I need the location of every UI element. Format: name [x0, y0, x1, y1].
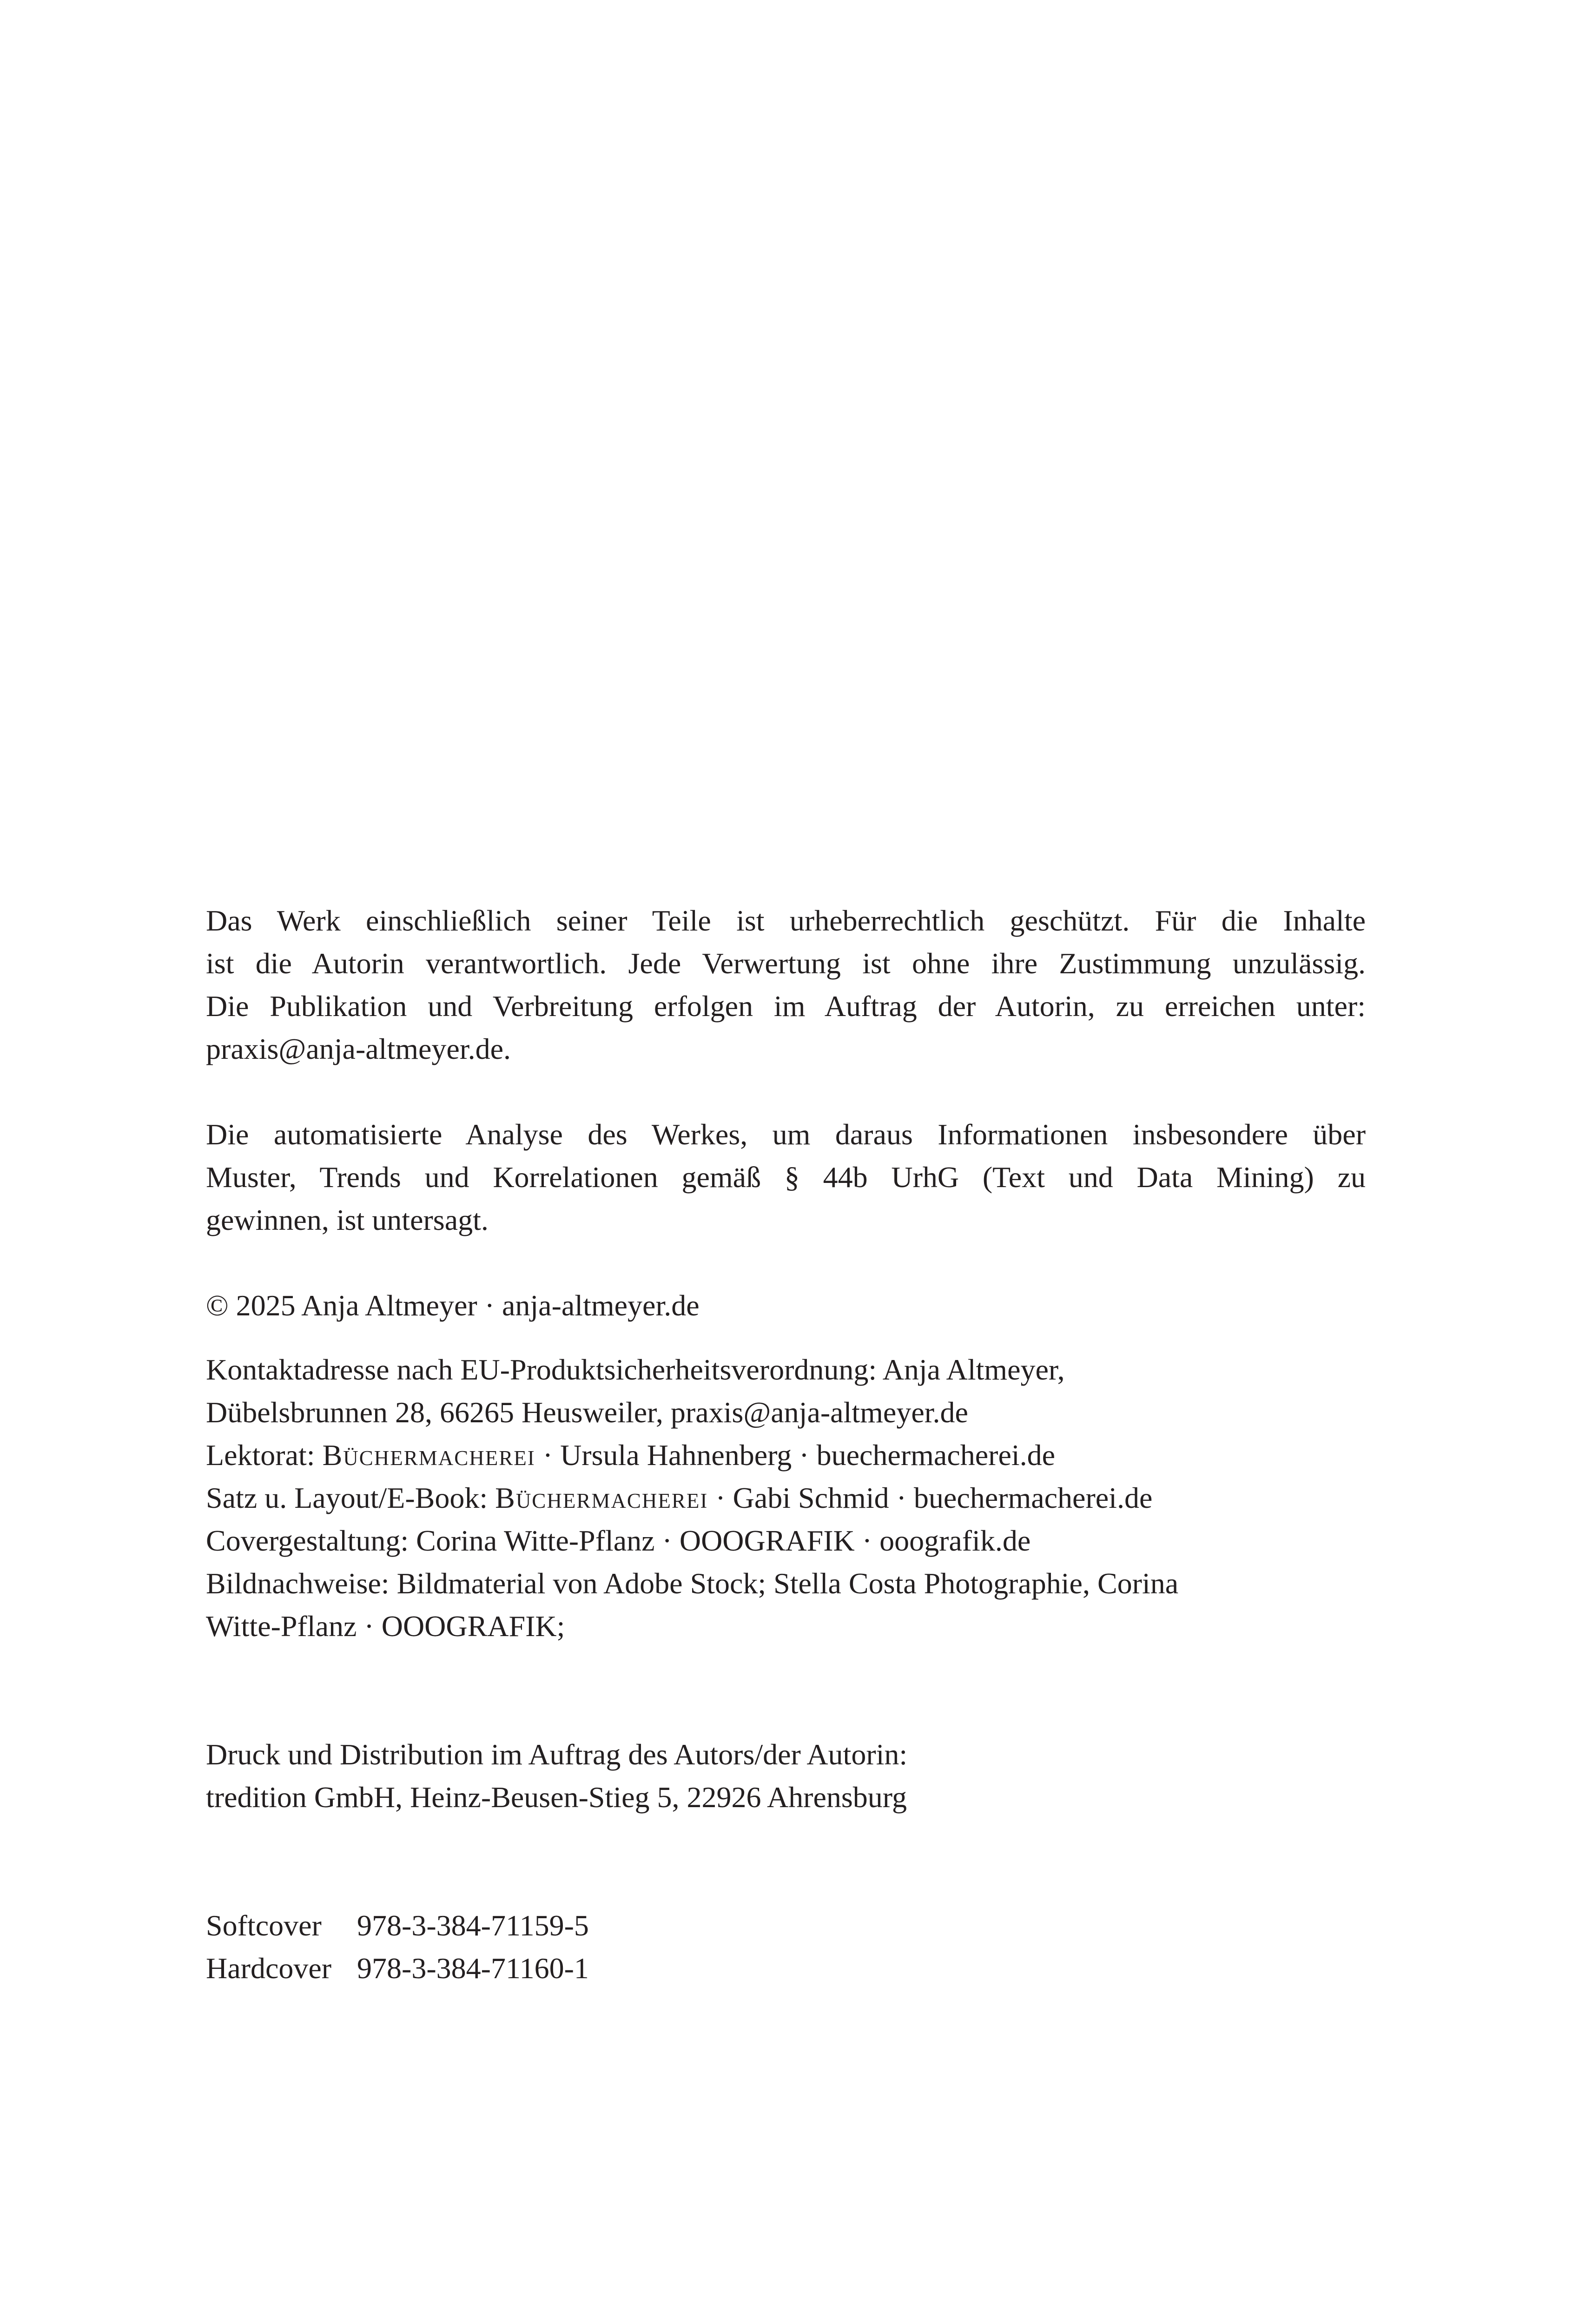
isbn-row-softcover — [206, 1904, 1366, 1947]
credits — [206, 1348, 1366, 1648]
lektorat-suffix: · Ursula Hahnenberg · buechermacherei.de — [535, 1439, 1056, 1472]
isbn-row-hardcover — [206, 1947, 1366, 1990]
image-credits-line: Witte-Pflanz · OOOGRAFIK; — [206, 1610, 565, 1643]
isbn-label: Softcover — [206, 1909, 322, 1942]
image-credits-line: Bildnachweise: Bildmaterial von Adobe Stock; Stella Costa Photographie, Corina — [206, 1567, 1179, 1600]
satz-suffix: · Gabi Schmid · buechermacherei.de — [708, 1481, 1153, 1514]
spacer — [206, 1241, 1366, 1284]
isbn-value: 978-3-384-71160-1 — [357, 1952, 589, 1985]
copyright-text: © 2025 Anja Altmeyer · anja-altmeyer.de — [206, 1289, 700, 1322]
copyright-line — [206, 1284, 1366, 1327]
spacer — [206, 1070, 1366, 1113]
copyright-notice-line: Die Publikation und Verbreitung erfolgen im Auftrag der Autorin, zu erreichen unter: — [206, 990, 1366, 1023]
contact-line: Kontaktadresse nach EU-Produktsicherheitsverordnung: Anja Altmeyer, — [206, 1353, 1065, 1386]
tdm-notice-line: gewinnen, ist untersagt. — [206, 1203, 489, 1236]
lektorat-prefix: Lektorat: — [206, 1439, 323, 1472]
contact-line: Dübelsbrunnen 28, 66265 Heusweiler, praxis@anja-altmeyer.de — [206, 1396, 968, 1429]
isbn-label: Hardcover — [206, 1952, 332, 1985]
copyright-notice-line: Das Werk einschließlich seiner Teile ist urheberrechtlich geschützt. Für die Inhalte — [206, 904, 1366, 937]
copyright-notice-line: praxis@anja-altmeyer.de. — [206, 1032, 511, 1065]
lektorat-company: Büchermacherei — [322, 1439, 535, 1472]
lektorat-line — [206, 1434, 1366, 1477]
tdm-notice-line: Muster, Trends und Korrelationen gemäß § 44b UrhG (Text und Data Mining) zu — [206, 1161, 1366, 1194]
spacer — [206, 1648, 1366, 1733]
tdm-notice — [206, 1113, 1366, 1241]
satz-line — [206, 1477, 1366, 1519]
spacer — [206, 1819, 1366, 1904]
satz-prefix: Satz u. Layout/E-Book: — [206, 1481, 495, 1514]
isbn-list — [206, 1904, 1366, 1990]
copyright-notice — [206, 899, 1366, 1070]
copyright-notice-line: ist die Autorin verantwortlich. Jede Verwertung ist ohne ihre Zustimmung unzulässig. — [206, 947, 1366, 980]
cover-line: Covergestaltung: Corina Witte-Pflanz · OOOGRAFIK · ooografik.de — [206, 1524, 1031, 1557]
tdm-notice-line: Die automatisierte Analyse des Werkes, um daraus Informationen insbesondere über — [206, 1118, 1366, 1151]
imprint-block — [206, 899, 1366, 1990]
distribution — [206, 1733, 1366, 1819]
distribution-line: Druck und Distribution im Auftrag des Autors/der Autorin: — [206, 1738, 908, 1771]
isbn-value: 978-3-384-71159-5 — [357, 1909, 589, 1942]
distribution-line: tredition GmbH, Heinz-Beusen-Stieg 5, 22926 Ahrensburg — [206, 1781, 907, 1814]
satz-company: Büchermacherei — [495, 1481, 708, 1514]
spacer — [206, 1327, 1366, 1348]
